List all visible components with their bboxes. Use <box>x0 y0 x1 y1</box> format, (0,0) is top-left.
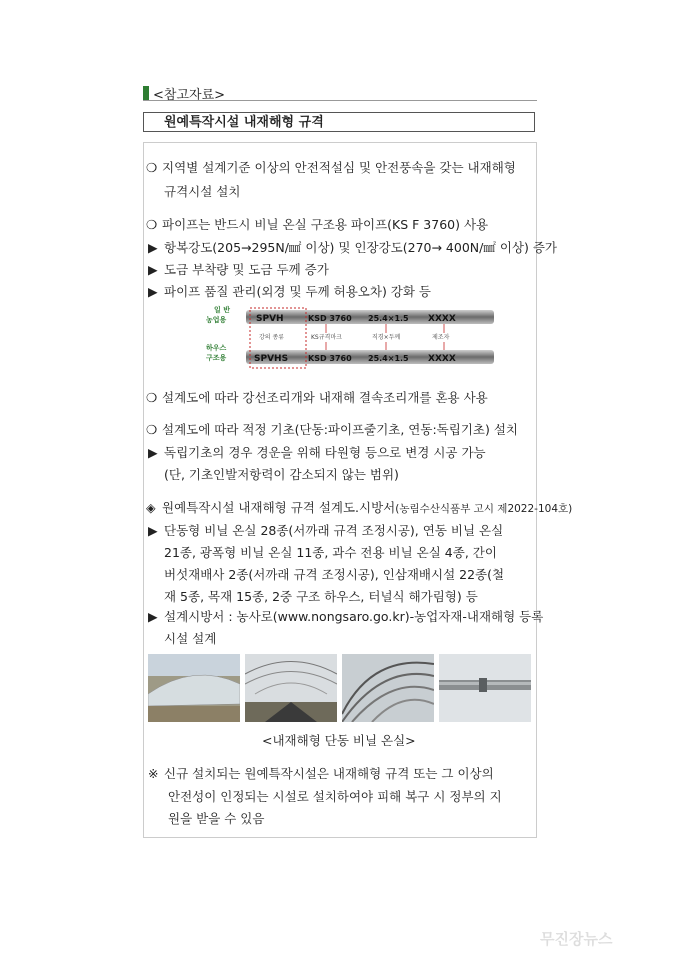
section-2-bullet-1: ▶ 항복강도(205→295N/㎟ 이상) 및 인장강도(270→ 400N/㎟ 이상) 증가 <box>148 240 557 255</box>
section-4-line-1: ❍ 설계도에 따라 적정 기초(단동:파이프줄기초, 연동:독립기초) 설치 <box>146 422 518 437</box>
section-1-line-2: 규격시설 설치 <box>164 184 241 199</box>
watermark: 무진장뉴스 <box>540 930 613 948</box>
pipe-row1-label-a: 일 반 <box>214 306 230 314</box>
section-2-bullet-2: ▶ 도금 부착량 및 도금 두께 증가 <box>148 262 329 277</box>
triangle-bullet-icon: ▶ <box>148 240 158 255</box>
section-5-bullet-1-cont-1: 21종, 광폭형 비닐 온실 11종, 과수 전용 비닐 온실 4종, 간이 <box>164 545 497 560</box>
section-1-line-1: ❍ 지역별 설계기준 이상의 안전적설심 및 안전풍속을 갖는 내재해형 <box>146 160 516 175</box>
circle-bullet-icon: ❍ <box>146 217 158 232</box>
pipe-row2-code-2: KSD 3760 <box>308 354 352 363</box>
pipe-row2-code-4: XXXX <box>428 354 456 364</box>
triangle-bullet-icon: ▶ <box>148 523 158 538</box>
section-5-bullet-2-cont: 시설 설계 <box>164 631 217 646</box>
section-2-line-1: ❍ 파이프는 반드시 비닐 온실 구조용 파이프(KS F 3760) 사용 <box>146 217 489 232</box>
greenhouse-photo-2 <box>245 654 337 722</box>
pipe-row1-code-4: XXXX <box>428 314 456 324</box>
triangle-bullet-icon: ▶ <box>148 445 158 460</box>
triangle-bullet-icon: ▶ <box>148 609 158 624</box>
section-5-bullet-1-cont-3: 재 5종, 목재 15종, 2중 구조 하우스, 터널식 해가림형) 등 <box>164 589 478 604</box>
greenhouse-photo-3 <box>342 654 434 722</box>
pipe-row2-code-1: SPVHS <box>254 354 289 364</box>
page-title: 원예특작시설 내재해형 규격 <box>143 112 535 132</box>
section-5-bullet-1: ▶ 단동형 비닐 온실 28종(서까래 규격 조정시공), 연동 비닐 온실 <box>148 523 504 538</box>
circle-bullet-icon: ❍ <box>146 422 158 437</box>
reference-label: <참고자료> <box>143 84 225 103</box>
greenhouse-photo-1 <box>148 654 240 722</box>
pipe-row2-label-b: 구조용 <box>206 354 227 362</box>
section-5-line-1: ◈ 원예특작시설 내재해형 규격 설계도.시방서(농림수산식품부 고시 제2022-104호) <box>146 500 573 515</box>
pipe-row1-code-3: 25.4×1.5 <box>368 314 409 323</box>
section-2-bullet-3: ▶ 파이프 품질 관리(외경 및 두께 허용오차) 강화 등 <box>148 284 431 299</box>
diamond-bullet-icon: ◈ <box>146 500 156 515</box>
section-4-bullet-1: ▶ 독립기초의 경우 경운을 위해 타원형 등으로 변경 시공 가능 <box>148 445 486 460</box>
pipe-marking-figure <box>196 304 496 370</box>
section-5-bullet-2: ▶ 설계시방서 : 농사로(www.nongsaro.go.kr)-농업자재-내재해형 등록 <box>148 609 544 624</box>
divider <box>143 100 537 101</box>
pipe-row2-label-a: 하우스 <box>206 344 227 352</box>
circle-bullet-icon: ❍ <box>146 390 158 405</box>
reference-mark-icon: ※ <box>148 766 159 781</box>
pipe-annotation-2: KS규격마크 <box>311 334 342 341</box>
triangle-bullet-icon: ▶ <box>148 262 158 277</box>
photo-caption: <내재해형 단동 비닐 온실> <box>262 733 416 748</box>
triangle-bullet-icon: ▶ <box>148 284 158 299</box>
section-5-bullet-1-cont-2: 버섯재배사 2종(서까래 규격 조정시공), 인삼재배시설 22종(철 <box>164 567 505 582</box>
note-line-1: ※ 신규 설치되는 원예특작시설은 내재해형 규격 또는 그 이상의 <box>148 766 494 781</box>
pipe-annotation-1: 강의 종류 <box>259 334 285 341</box>
pipe-row2-code-3: 25.4×1.5 <box>368 354 409 363</box>
note-line-2: 안전성이 인정되는 시설로 설치하여야 피해 복구 시 정부의 지 <box>168 789 502 804</box>
greenhouse-photo-4 <box>439 654 531 722</box>
note-line-3: 원을 받을 수 있음 <box>168 811 265 826</box>
section-3-line-1: ❍ 설계도에 따라 강선조리개와 내재해 결속조리개를 혼용 사용 <box>146 390 488 405</box>
pipe-row1-code-2: KSD 3760 <box>308 314 352 323</box>
pipe-annotation-4: 제조자 <box>432 334 450 341</box>
section-4-bullet-1-cont: (단, 기초인발저항력이 감소되지 않는 범위) <box>164 467 399 482</box>
circle-bullet-icon: ❍ <box>146 160 158 175</box>
pipe-row1-code-1: SPVH <box>256 314 284 324</box>
green-marker-icon <box>143 86 149 101</box>
pipe-row1-label-b: 농업용 <box>206 316 227 324</box>
pipe-annotation-3: 직경×두께 <box>372 334 401 341</box>
